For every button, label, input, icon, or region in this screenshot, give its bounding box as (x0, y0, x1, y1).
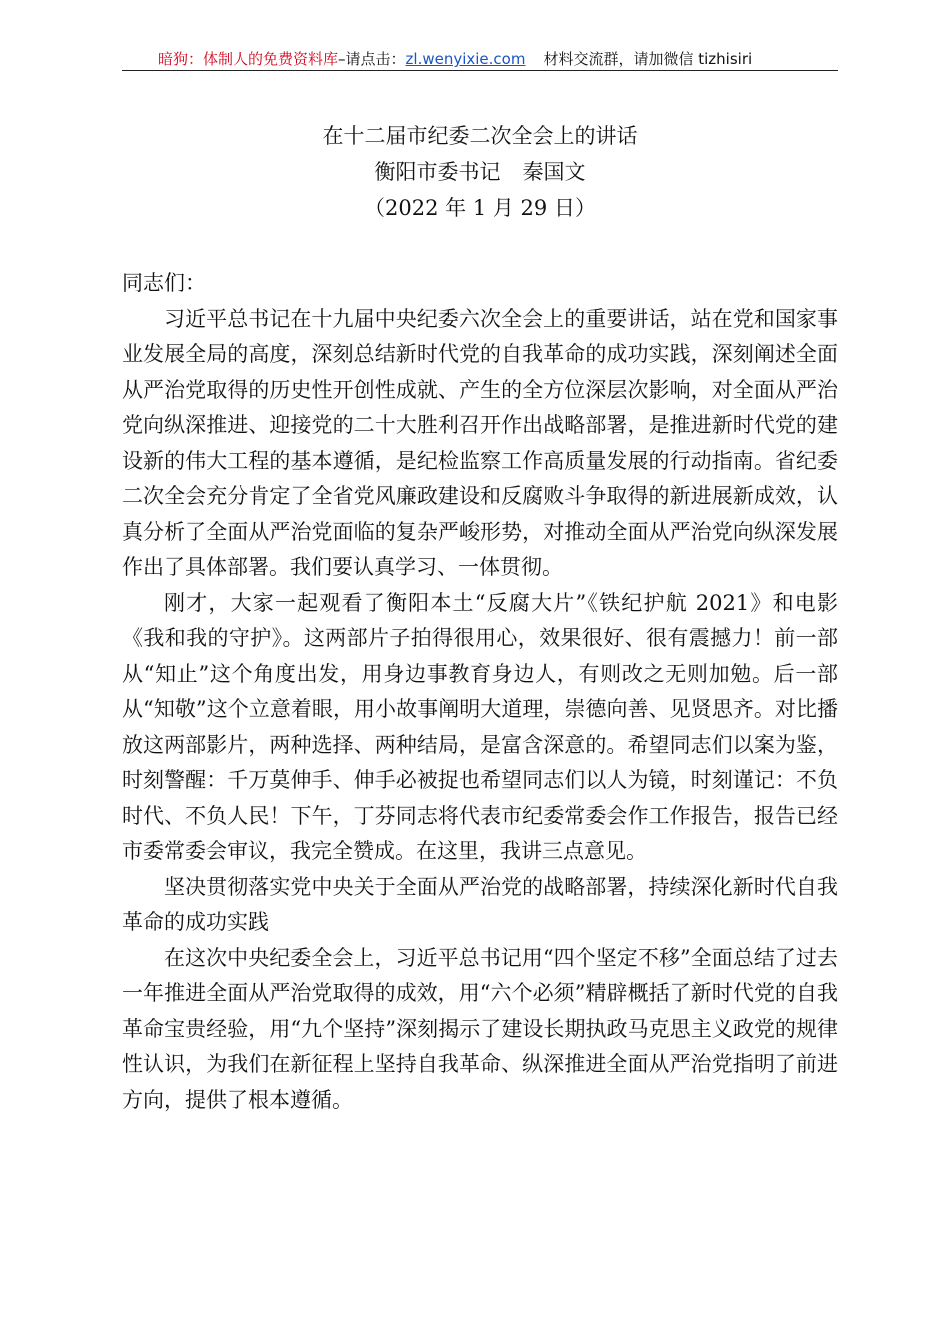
document-body (122, 266, 838, 1118)
author-line (122, 154, 838, 190)
section-heading: 坚决贯彻落实党中央关于全面从严治党的战略部署，持续深化新时代自我革命的成功实践 (122, 874, 838, 934)
paragraph-1: 习近平总书记在十九届中央纪委六次全会上的重要讲话，站在党和国家事业发展全局的高度，深刻总结新时代党的自我革命的成功实践，深刻阐述全面从严治党取得的历史性开创性成就、产生的全方位深层次影响，对全面从严治党向纵深推进、迎接党的二十大胜利召开作出战略部署，是推进新时代党的建设新的伟大工程的基本遵循，是纪检监察工作高质量发展的行动指南。省纪委二次全会充分肯定了全省党风廉政建设和反腐败斗争取得的新进展新成效，认真分析了全面从严治党面临的复杂严峻形势，对推动全面从严治党向纵深发展作出了具体部署。我们要认真学习、一体贯彻。 (122, 306, 838, 579)
author-role: 衡阳市委书记 (374, 160, 501, 184)
header-url-link[interactable]: zl.wenyixie.com (405, 50, 526, 68)
paragraph-3: 在这次中央纪委全会上，习近平总书记用“四个坚定不移”全面总结了过去一年推进全面从严治党取得的成效，用“六个必须”精辟概括了新时代党的自我革命宝贵经验，用“九个坚持”深刻揭示了建设长期执政马克思主义政党的规律性认识，为我们在新征程上坚持自我革命、纵深推进全面从严治党指明了前进方向，提供了根本遵循。 (122, 945, 838, 1112)
header-divider (122, 70, 838, 71)
document-title: 在十二届市纪委二次全会上的讲话 (322, 124, 638, 148)
paragraph-2: 刚才，大家一起观看了衡阳本土“反腐大片”《铁纪护航 2021》和电影《我和我的守护》。这两部片子拍得很用心，效果很好、很有震撼力！前一部从“知止”这个角度出发，用身边事教育身边人，有则改之无则加勉。后一部从“知敬”这个立意着眼，用小故事阐明大道理，崇德向善、见贤思齐。对比播放这两部影片，两种选择、两种结局，是富含深意的。希望同志们以案为鉴，时刻警醒：千万莫伸手、伸手必被捉也希望同志们以人为镜，时刻谨记：不负时代、不负人民！下午，丁芬同志将代表市纪委常委会作工作报告，报告已经市委常委会审议，我完全赞成。在这里，我讲三点意见。 (122, 590, 838, 863)
page-header (122, 46, 838, 72)
document-date: （2022 年 1 月 29 日） (364, 196, 596, 220)
header-click-prompt: –请点击： (338, 50, 406, 68)
salutation: 同志们： (122, 271, 206, 295)
author-name: 秦国文 (522, 160, 586, 184)
header-wechat-note: 材料交流群，请加微信 tizhisiri (543, 50, 753, 68)
title-block (122, 118, 838, 226)
header-site-name: 暗狗：体制人的免费资料库 (158, 50, 339, 68)
